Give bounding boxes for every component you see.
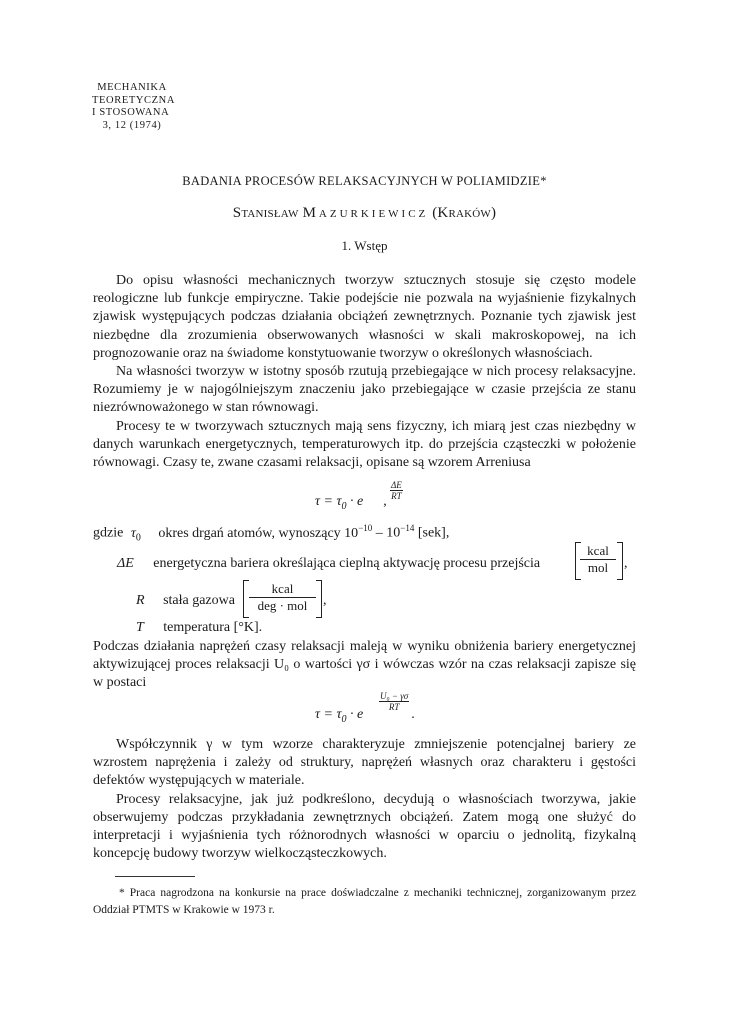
journal-line: 3, 12 (1974) [102,119,162,131]
unit-kcal-per-mol: kcal mol [580,543,616,576]
body-text-top [93,272,636,472]
definition-delta-e: ΔE energetyczna bariera określająca cieplną aktywację procesu przejścia [117,556,541,571]
paragraph-intro: Do opisu własności mechanicznych tworzyw sztucznych stosuje się często modele reologiczne lub funkcje empiryczne. Takie podejście nie pozwala na wyjaśnienie fizykalnych zjawisk występujących podczas działania obciążeń zewnętrznych. Poznanie tych zjawisk jest niezbędne dla zrozumienia obserwowanych własności w skali makroskopowej, na ich prognozowanie oraz na świadome konstytuowanie tworzyw o określonych własnościach. [93,273,636,361]
paragraph-arrhenius: Procesy te w tworzywach sztucznych mają sens fizyczny, ich miarą jest czas niezbędny w danych warunkach energetycznych, temperaturowych itp. do przejścia cząsteczki w położenie równowagi. Czasy te, zwane czasami relaksacji, opisane są wzorem Arreniusa [93,418,636,471]
formula2-exponent: $\frac{\text{U₀ − γσ}}{RT}$ [380,691,409,712]
journal-line: I STOSOWANA [92,107,170,118]
journal-line: MECHANIKA [97,82,167,93]
definition-t: T temperatura [°K]. [136,620,263,635]
footnote-rule [115,876,195,877]
journal-line: TEORETYCZNA [92,94,176,106]
paragraph-stress: Podczas działania naprężeń czasy relaksacji maleją w wyniku obniżenia bariery energetycznej aktywizującej proces relaksacji U₀ o wartości γσ i wówczas wzór na czas relaksacji zapisze się w postaci [93,639,636,691]
author-last-name: Mazurkiewicz [302,205,429,221]
journal-header [92,82,176,132]
definition-r: R stała gazowa [136,593,235,608]
author-first-name: Stanisław [232,205,299,221]
section-heading: 1. Wstęp [341,238,388,253]
definition-tau: gdzie $\tau_0$ okres drgań atomów, wynoszący $10^{-10} - 10^{-14}$ [sek], [93,523,450,544]
body-text-middle [93,638,636,693]
author-line [0,205,729,222]
formula-arrhenius: $\tau = \tau_0 \cdot e$ , [315,494,387,512]
author-city: (Kraków) [432,205,497,221]
formula1-exponent: $\frac{\Delta E}{RT}$ [391,480,402,501]
bracket-right [617,542,623,580]
body-text-bottom [93,736,636,863]
bracket-right [316,580,322,618]
definition-trail: , [323,593,327,608]
paragraph-relaxation: Na własności tworzyw w istotny sposób rzutują przebiegające w nich procesy relaksacyjne. Rozumiemy je w najogólniejszym znaczeniu jako przebiegające w czasie przejścia ze stanu niezrównoważonego w stan równowagi. [93,364,636,416]
formula-stress-relaxation: $\tau = \tau_0 \cdot e$ . [315,707,415,725]
definition-trail: , [624,556,628,571]
paper-title: BADANIA PROCESÓW RELAKSACYJNYCH W POLIAMIDZIE* [182,174,547,188]
paragraph-coefficient: Współczynnik γ w tym wzorze charakteryzuje zmniejszenie potencjalnej bariery ze wzrostem naprężenia i zależy od struktury, naprężeń własnych oraz charakteru i gęstości defektów występujących w materiale. [93,737,636,789]
unit-kcal-per-deg-mol: kcal deg · mol [249,581,316,614]
paragraph-conclusion: Procesy relaksacyjne, jak już podkreślono, decydują o własnościach tworzywa, jakie obserwujemy podczas przykładania zewnętrznych obciążeń. Zatem mogą one służyć do interpretacji i wyjaśnienia tych różnorodnych własności w oparciu o jednolitą, fizykalną koncepcję budowy tworzyw wielkocząsteczkowych. [93,791,636,862]
footnote: * Praca nagrodzona na konkursie na prace doświadczalne z mechaniki technicznej, zorganizowanym przez Oddział PTMTS w Krakowie w 1973 r. [93,887,636,916]
